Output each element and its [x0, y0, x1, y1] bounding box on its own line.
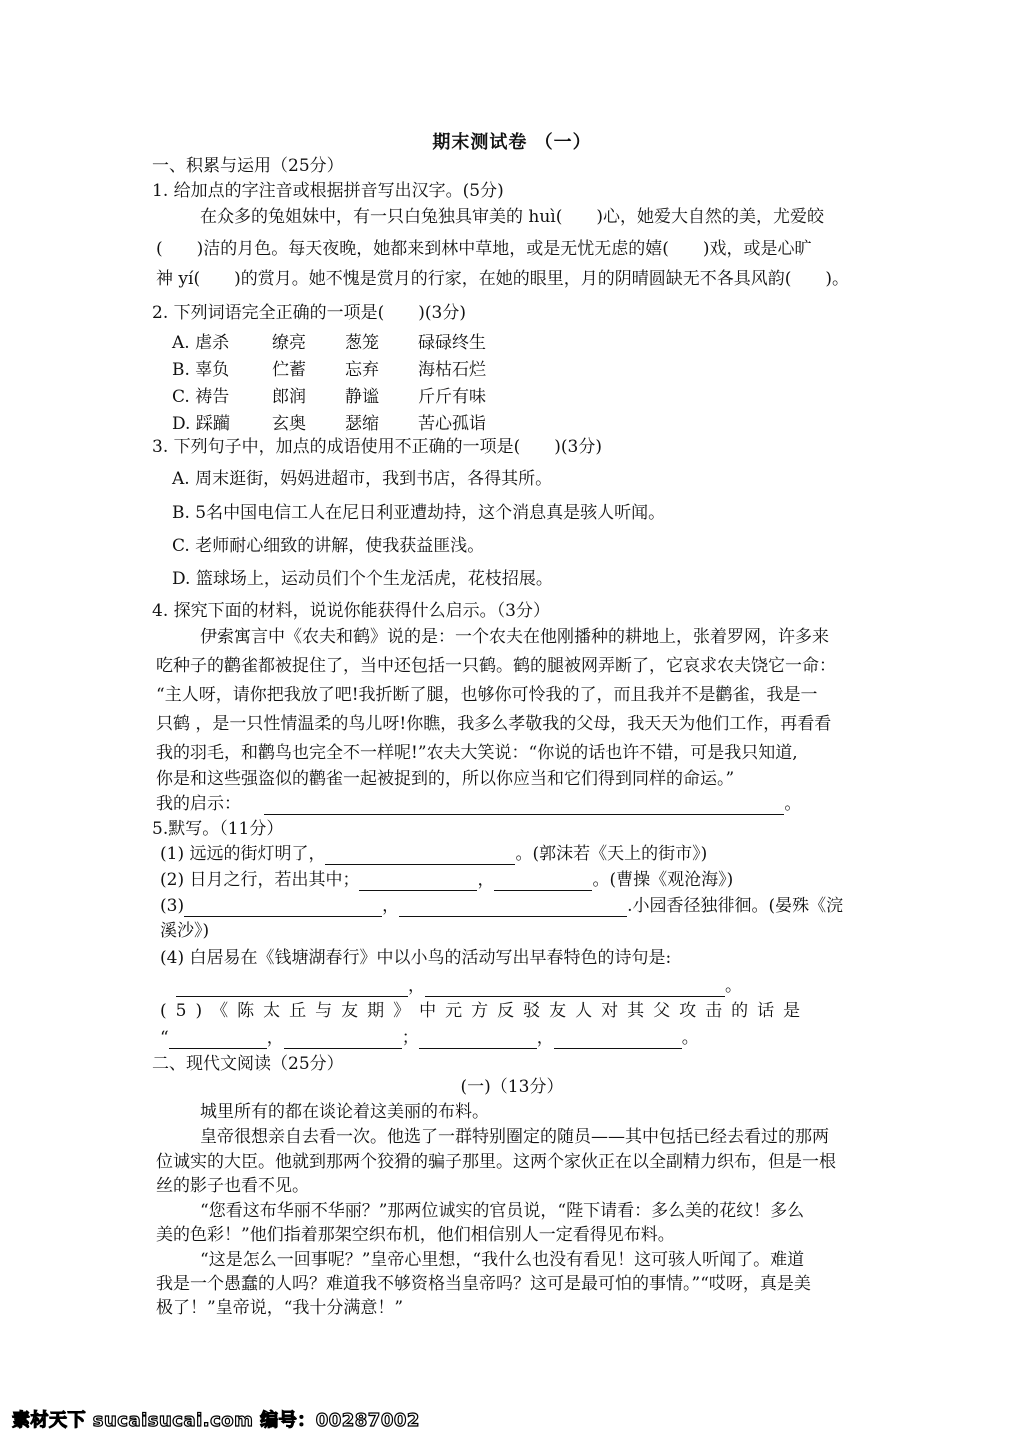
q3-option-c: C. 老师耐心细致的讲解，使我获益匪浅。: [172, 536, 485, 556]
q1-line3: 神 yí( )的赏月。她不愧是赏月的行家，在她的眼里，月的阴晴圆缺无不各具风韵( )。: [156, 269, 849, 289]
q5-s2-blank-2[interactable]: [494, 872, 592, 891]
q2-option-a-w3: 葱笼: [345, 333, 379, 353]
q5-s4-prompt: (4) 白居易在《钱塘湖春行》中以小鸟的活动写出早春特色的诗句是:: [160, 948, 672, 968]
q1-line1: 在众多的兔姐妹中，有一只白兔独具审美的 huì( )心，她爱大自然的美，尤爱皎: [200, 207, 825, 227]
q2-option-c-w2: 郎润: [272, 387, 306, 407]
q5-s5-blank-4[interactable]: [554, 1030, 682, 1049]
q5-s1-source: 。(郭沫若《天上的街市》): [515, 844, 708, 864]
q5-s3-source: 小园香径独徘徊。(晏殊《浣: [632, 896, 844, 916]
reading-line-2: 皇帝很想亲自去看一次。他选了一群特别圈定的随员——其中包括已经去看过的那两: [200, 1127, 829, 1147]
q2-option-a: A. 虐杀: [172, 333, 230, 353]
q2-option-d-w4: 苦心孤诣: [418, 414, 486, 434]
q3-stem: 3. 下列句子中，加点的成语使用不正确的一项是( )(3分): [152, 437, 602, 457]
reading-line-8: 我是一个愚蠢的人吗？难道我不够资格当皇帝吗？这可是最可怕的事情。”“哎呀，真是美: [156, 1274, 811, 1294]
q4-stem: 4. 探究下面的材料，说说你能获得什么启示。（3分）: [152, 601, 550, 621]
q5-s3-source-cont: 溪沙》): [160, 921, 210, 941]
q2-option-a-w4: 碌碌终生: [418, 333, 486, 353]
q5-s2-source: 。(曹操《观沧海》): [592, 870, 734, 890]
q5-s5-prompt: (5)《陈太丘与友期》中元方反驳友人对其父攻击的话是: [160, 1001, 810, 1021]
q4-answer-row: 我的启示： 。: [156, 794, 802, 814]
q3-option-b: B. 5名中国电信工人在尼日利亚遭劫持，这个消息真是骇人听闻。: [172, 503, 666, 523]
reading-line-1: 城里所有的都在谈论着这美丽的布料。: [200, 1102, 489, 1122]
q5-s1-row: [160, 843, 707, 865]
q2-option-b: B. 辜负: [172, 360, 230, 380]
q5-s1-prompt: (1) 远远的街灯明了，: [160, 844, 326, 864]
q4-para-line3: “主人呀，请你把我放了吧!我折断了腿，也够你可怜我的了，而且我并不是鹳雀，我是一: [156, 685, 818, 705]
watermark-text: 素材天下 sucaisucai.com 编号：00287002: [12, 1410, 420, 1431]
q5-s1-blank[interactable]: [325, 846, 515, 865]
reading-line-3: 位诚实的大臣。他就到那两个狡猾的骗子那里。这两个家伙正在以全副精力织布，但是一根: [156, 1152, 836, 1172]
q5-s3-row: (3) ， .小园香径独徘徊。(晏殊《浣: [160, 896, 844, 916]
reading-line-7: “这是怎么一回事呢？”皇帝心里想，“我什么也没有看见！这可骇人听闻了。难道: [200, 1250, 805, 1270]
q2-option-b-w2: 伫蓄: [272, 360, 306, 380]
q4-answer-label: 我的启示：: [156, 794, 241, 814]
q2-option-b-w4: 海枯石烂: [418, 360, 486, 380]
q2-option-b-w3: 忘弃: [345, 360, 379, 380]
watermark-bar: [0, 1398, 1024, 1442]
part2-subheading: (一)（13分）: [460, 1077, 564, 1097]
reading-line-9: 极了！”皇帝说，“我十分满意！”: [156, 1298, 404, 1318]
q5-s2-blank-1[interactable]: [359, 872, 477, 891]
q5-s4-blank-1[interactable]: [176, 978, 408, 997]
q1-stem: 1. 给加点的字注音或根据拼音写出汉字。(5分): [152, 181, 504, 201]
q5-s2-row: (2) 日月之行，若出其中； ， 。(曹操《观沧海》): [160, 870, 734, 890]
q5-s5-quote: “: [160, 1028, 169, 1048]
q2-option-c: C. 祷告: [172, 387, 230, 407]
q5-s3-prompt: (3): [160, 896, 185, 916]
q1-line2: ( )洁的月色。每天夜晚，她都来到林中草地，或是无忧无虑的嬉( )戏，或是心旷: [156, 239, 812, 259]
q5-s3-blank-2[interactable]: [399, 898, 627, 917]
q5-s3-blank-1[interactable]: [184, 898, 382, 917]
page-title: 期末测试卷 （一）: [432, 132, 592, 153]
q4-answer-blank[interactable]: [264, 796, 784, 815]
reading-line-5: “您看这布华丽不华丽？”那两位诚实的官员说，“陛下请看：多么美的花纹！多么: [200, 1201, 805, 1221]
q5-s5-blank-1[interactable]: [169, 1030, 267, 1049]
q4-para-line2: 吃种子的鹳雀都被捉住了，当中还包括一只鹤。鹤的腿被网弄断了，它哀求农夫饶它一命：: [156, 656, 836, 676]
q2-stem: 2. 下列词语完全正确的一项是( )(3分): [152, 303, 466, 323]
reading-line-4: 丝的影子也看不见。: [156, 1176, 309, 1196]
q5-s2-prompt: (2) 日月之行，若出其中；: [160, 870, 360, 890]
part1-heading: 一、积累与运用（25分）: [152, 156, 344, 176]
q2-option-a-w2: 缭亮: [272, 333, 306, 353]
q5-s4-row: ， 。: [176, 975, 742, 997]
q2-option-c-w3: 静谧: [345, 387, 379, 407]
q5-stem: 5.默写。（11分）: [152, 819, 284, 839]
q2-option-d: D. 踩躏: [172, 414, 230, 434]
q2-option-c-w4: 斤斤有味: [418, 387, 486, 407]
q4-para-line5: 我的羽毛，和鹳鸟也完全不一样呢!”农夫大笑说：“你说的话也许不错，可是我只知道,: [156, 743, 798, 763]
q2-option-d-w2: 玄奥: [272, 414, 306, 434]
q4-para-line6: 你是和这些强盗似的鹳雀一起被捉到的，所以你应当和它们得到同样的命运。”: [156, 769, 735, 789]
q5-s5-blank-2[interactable]: [284, 1030, 402, 1049]
reading-line-6: 美的色彩！”他们指着那架空织布机，他们相信别人一定看得见布料。: [156, 1225, 675, 1245]
part2-heading: 二、现代文阅读（25分）: [152, 1054, 344, 1074]
q4-para-line4: 只鹤 ，是一只性情温柔的鸟儿呀!你瞧，我多么孝敬我的父母，我天天为他们工作，再看看: [156, 714, 832, 734]
q4-para-line1: 伊索寓言中《农夫和鹤》说的是：一个农夫在他刚播种的耕地上，张着罗网，许多来: [200, 627, 829, 647]
q3-option-a: A. 周末逛街，妈妈进超市，我到书店，各得其所。: [172, 469, 553, 489]
q3-option-d: D. 篮球场上，运动员们个个生龙活虎，花枝招展。: [172, 569, 553, 589]
q5-s4-blank-2[interactable]: [425, 978, 725, 997]
q2-option-d-w3: 瑟缩: [345, 414, 379, 434]
q5-s5-blank-3[interactable]: [419, 1030, 537, 1049]
q5-s5-row: “ ， ； ， 。: [160, 1028, 699, 1048]
